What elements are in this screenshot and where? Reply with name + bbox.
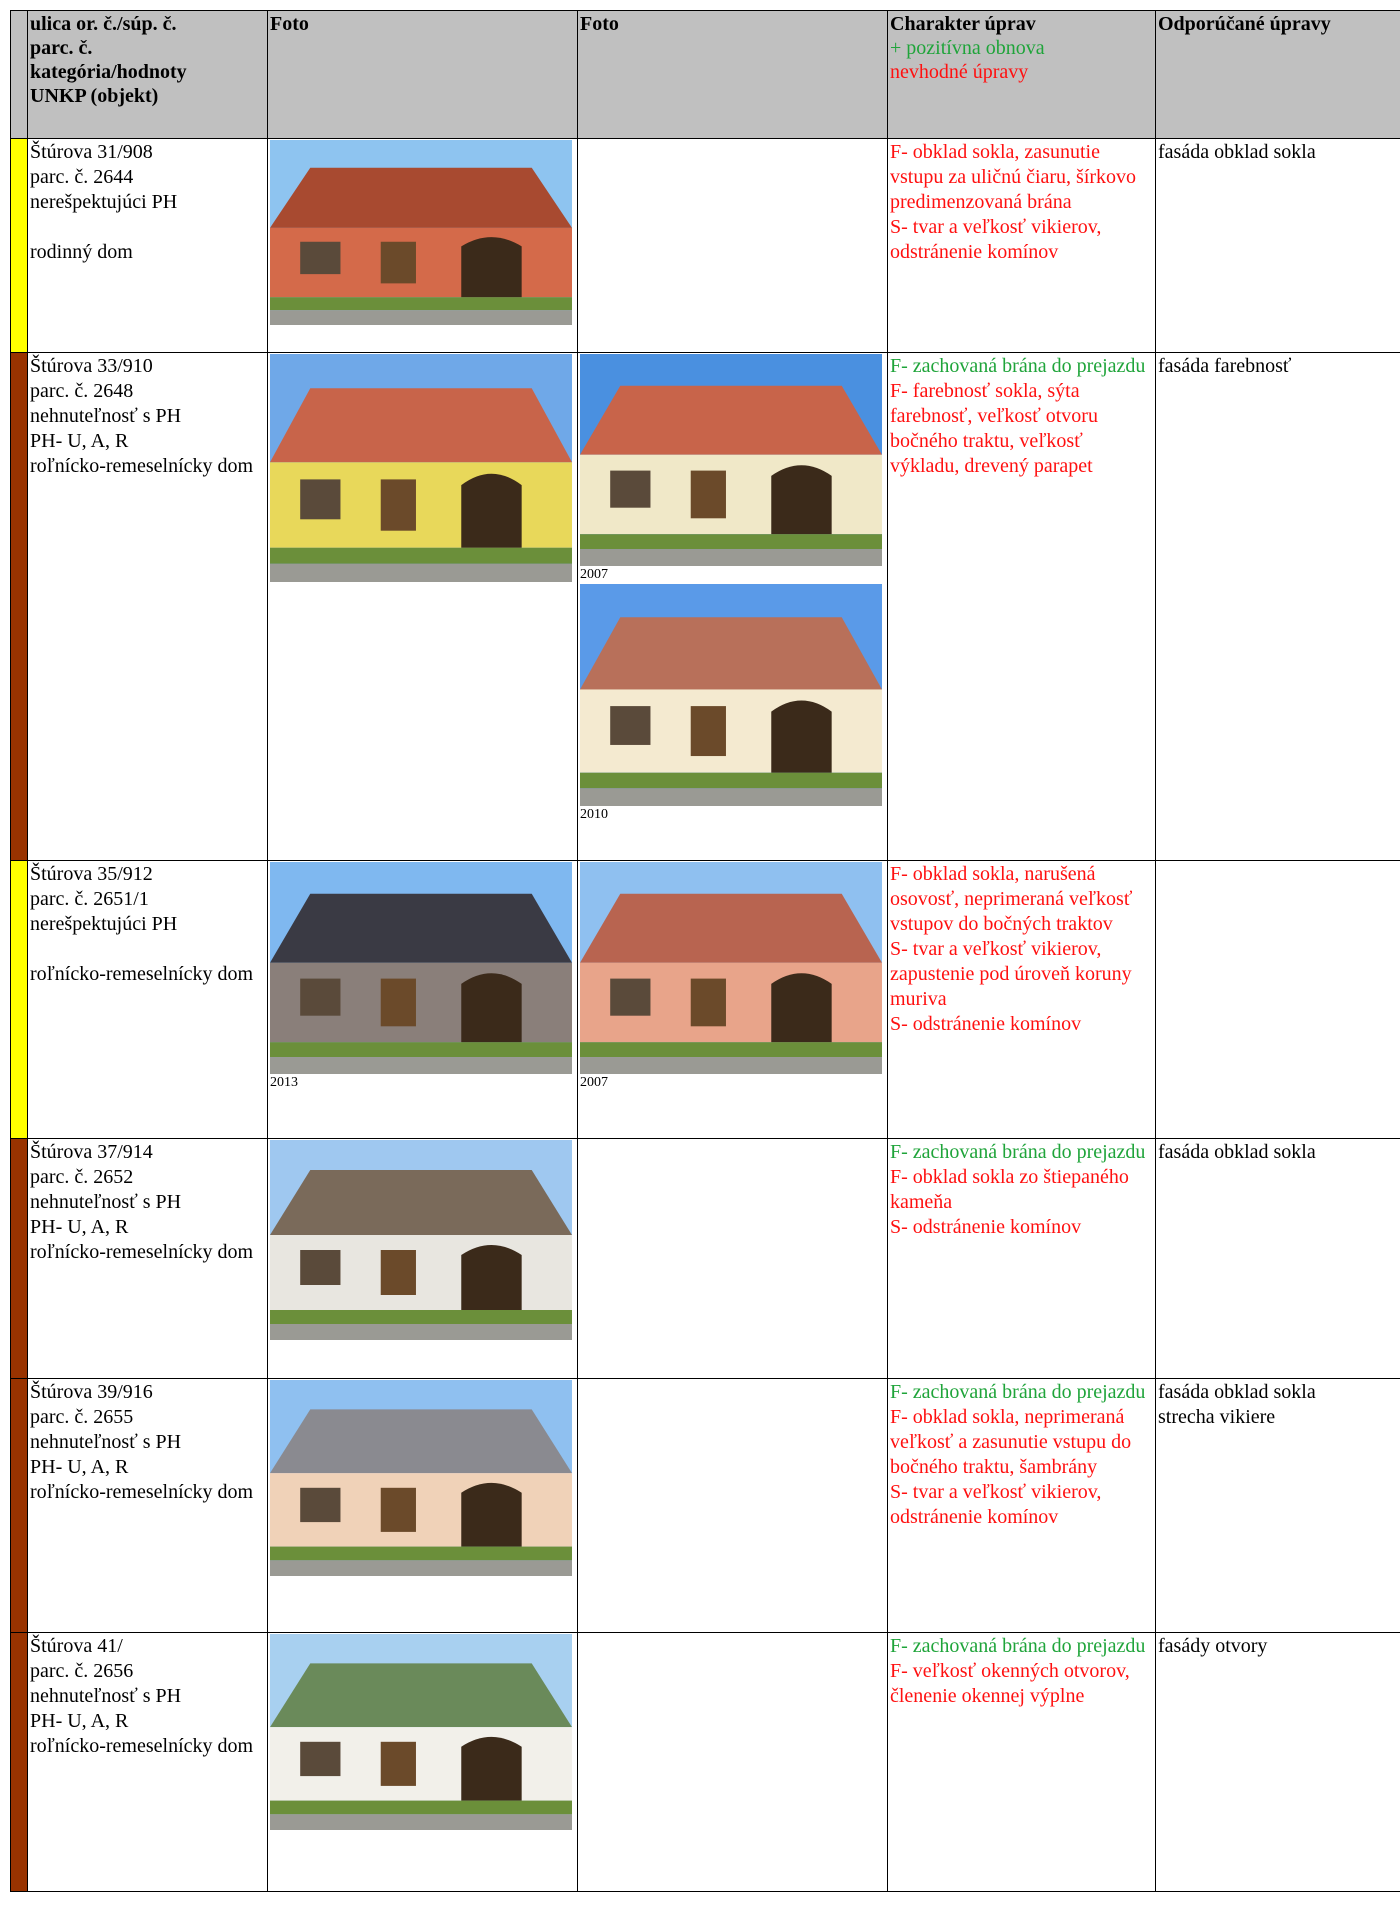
photo-cell-1	[268, 1379, 578, 1633]
address-cell	[28, 1139, 268, 1379]
address-line: Štúrova 41/	[30, 1635, 123, 1657]
address-line	[30, 215, 265, 240]
address-line: nehnuteľnosť s PH	[30, 1191, 182, 1213]
photo-cell-1	[268, 861, 578, 1139]
negative-note: F- farebnosť sokla, sýta farebnosť, veľkosť otvoru bočného traktu, veľkosť výkladu, drevený parapet	[890, 380, 1098, 477]
positive-note: F- zachovaná brána do prejazdu	[890, 1635, 1146, 1657]
address-line: Štúrova 35/912	[30, 863, 153, 885]
negative-note: F- obklad sokla, narušená osovosť, neprimeraná veľkosť vstupov do bočných traktov	[890, 863, 1133, 935]
header-row	[11, 11, 1400, 139]
character-cell	[888, 861, 1156, 1139]
address-line: roľnícko-remeselnícky dom	[30, 1735, 254, 1757]
address-line: PH- U, A, R	[30, 1456, 129, 1478]
house-photo-icon	[270, 354, 572, 582]
address-line: nehnuteľnosť s PH	[30, 1431, 182, 1453]
negative-note: S- tvar a veľkosť vikierov, odstránenie komínov	[890, 216, 1102, 263]
address-line: parc. č. 2655	[30, 1406, 134, 1428]
header-character-positive: + pozitívna obnova	[890, 37, 1045, 59]
header-photo-2: Foto	[578, 11, 888, 139]
table-row	[11, 139, 1400, 353]
address-line: Štúrova 31/908	[30, 141, 153, 163]
character-cell	[888, 1379, 1156, 1633]
negative-note: S- odstránenie komínov	[890, 1216, 1082, 1238]
category-marker	[11, 1379, 28, 1633]
recommended-cell	[1156, 1633, 1400, 1892]
address-line: nehnuteľnosť s PH	[30, 1685, 182, 1707]
recommended-cell	[1156, 139, 1400, 353]
address-cell	[28, 861, 268, 1139]
recommended-item: fasáda obklad sokla	[1158, 141, 1316, 163]
positive-note: F- zachovaná brána do prejazdu	[890, 1141, 1146, 1163]
address-cell	[28, 139, 268, 353]
recommended-cell	[1156, 1379, 1400, 1633]
photo-cell-1	[268, 139, 578, 353]
category-marker	[11, 861, 28, 1139]
house-photo-icon	[270, 1380, 572, 1576]
header-address-line: parc. č.	[30, 37, 93, 59]
address-cell	[28, 353, 268, 861]
address-line: nerešpektujúci PH	[30, 913, 178, 935]
building-inventory-table	[10, 10, 1400, 1892]
address-line: roľnícko-remeselnícky dom	[30, 455, 254, 477]
address-line	[30, 937, 265, 962]
photo-cell-2	[578, 861, 888, 1139]
photo-cell-1	[268, 1139, 578, 1379]
character-cell	[888, 1139, 1156, 1379]
category-marker	[11, 139, 28, 353]
address-line: parc. č. 2644	[30, 166, 134, 188]
address-line: Štúrova 33/910	[30, 355, 153, 377]
photo-cell-2	[578, 1139, 888, 1379]
category-marker	[11, 1139, 28, 1379]
address-line: rodinný dom	[30, 241, 133, 263]
recommended-cell	[1156, 1139, 1400, 1379]
photo-caption: 2007	[580, 567, 608, 582]
header-marker	[11, 11, 28, 139]
address-line: PH- U, A, R	[30, 430, 129, 452]
header-address-line: ulica or. č./súp. č.	[30, 13, 177, 35]
table-row	[11, 353, 1400, 861]
photo-caption: 2007	[580, 1075, 608, 1090]
photo-cell-1	[268, 353, 578, 861]
positive-note: F- zachovaná brána do prejazdu	[890, 1381, 1146, 1403]
header-photo-1: Foto	[268, 11, 578, 139]
house-photo-icon	[270, 862, 572, 1074]
recommended-item: fasáda obklad sokla	[1158, 1141, 1316, 1163]
header-address-line: kategória/hodnoty	[30, 61, 187, 83]
table-row	[11, 1379, 1400, 1633]
negative-note: F- veľkosť okenných otvorov, členenie okennej výplne	[890, 1660, 1130, 1707]
character-cell	[888, 353, 1156, 861]
address-line: roľnícko-remeselnícky dom	[30, 1481, 254, 1503]
address-line: parc. č. 2656	[30, 1660, 134, 1682]
recommended-item: fasáda farebnosť	[1158, 355, 1292, 377]
address-line: Štúrova 37/914	[30, 1141, 153, 1163]
positive-note: F- zachovaná brána do prejazdu	[890, 355, 1146, 377]
photo-cell-2	[578, 1633, 888, 1892]
house-photo-icon	[270, 140, 572, 325]
category-marker	[11, 353, 28, 861]
photo-cell-2	[578, 353, 888, 861]
house-photo-icon	[580, 354, 882, 566]
address-line: roľnícko-remeselnícky dom	[30, 963, 254, 985]
recommended-cell	[1156, 861, 1400, 1139]
header-address-line: UNKP (objekt)	[30, 85, 159, 107]
header-recommended: Odporúčané úpravy	[1156, 11, 1400, 139]
address-line: parc. č. 2652	[30, 1166, 134, 1188]
header-character-negative: nevhodné úpravy	[890, 61, 1029, 83]
header-character-title: Charakter úprav	[890, 13, 1036, 35]
address-line: PH- U, A, R	[30, 1216, 129, 1238]
house-photo-icon	[270, 1634, 572, 1830]
negative-note: S- odstránenie komínov	[890, 1013, 1082, 1035]
address-cell	[28, 1633, 268, 1892]
address-cell	[28, 1379, 268, 1633]
recommended-cell	[1156, 353, 1400, 861]
photo-cell-2	[578, 139, 888, 353]
address-line: nehnuteľnosť s PH	[30, 405, 182, 427]
negative-note: F- obklad sokla zo štiepaného kameňa	[890, 1166, 1129, 1213]
recommended-item: fasády otvory	[1158, 1635, 1268, 1657]
character-cell	[888, 139, 1156, 353]
negative-note: F- obklad sokla, zasunutie vstupu za uličnú čiaru, šírkovo predimenzovaná brána	[890, 141, 1137, 213]
negative-note: S- tvar a veľkosť vikierov, zapustenie pod úroveň koruny muriva	[890, 938, 1132, 1010]
address-line: parc. č. 2651/1	[30, 888, 149, 910]
photo-caption: 2010	[580, 807, 608, 822]
table-row	[11, 1633, 1400, 1892]
recommended-item: strecha vikiere	[1158, 1406, 1276, 1428]
table-row	[11, 861, 1400, 1139]
recommended-item: fasáda obklad sokla	[1158, 1381, 1316, 1403]
house-photo-icon	[580, 584, 882, 806]
photo-caption: 2013	[270, 1075, 298, 1090]
table-row	[11, 1139, 1400, 1379]
photo-cell-1	[268, 1633, 578, 1892]
header-address	[28, 11, 268, 139]
address-line: roľnícko-remeselnícky dom	[30, 1241, 254, 1263]
photo-cell-2	[578, 1379, 888, 1633]
address-line: Štúrova 39/916	[30, 1381, 153, 1403]
address-line: PH- U, A, R	[30, 1710, 129, 1732]
category-marker	[11, 1633, 28, 1892]
header-character	[888, 11, 1156, 139]
house-photo-icon	[580, 862, 882, 1074]
address-line: parc. č. 2648	[30, 380, 134, 402]
house-photo-icon	[270, 1140, 572, 1340]
character-cell	[888, 1633, 1156, 1892]
negative-note: F- obklad sokla, neprimeraná veľkosť a zasunutie vstupu do bočného traktu, šambrány	[890, 1406, 1132, 1478]
negative-note: S- tvar a veľkosť vikierov, odstránenie komínov	[890, 1481, 1102, 1528]
address-line: nerešpektujúci PH	[30, 191, 178, 213]
